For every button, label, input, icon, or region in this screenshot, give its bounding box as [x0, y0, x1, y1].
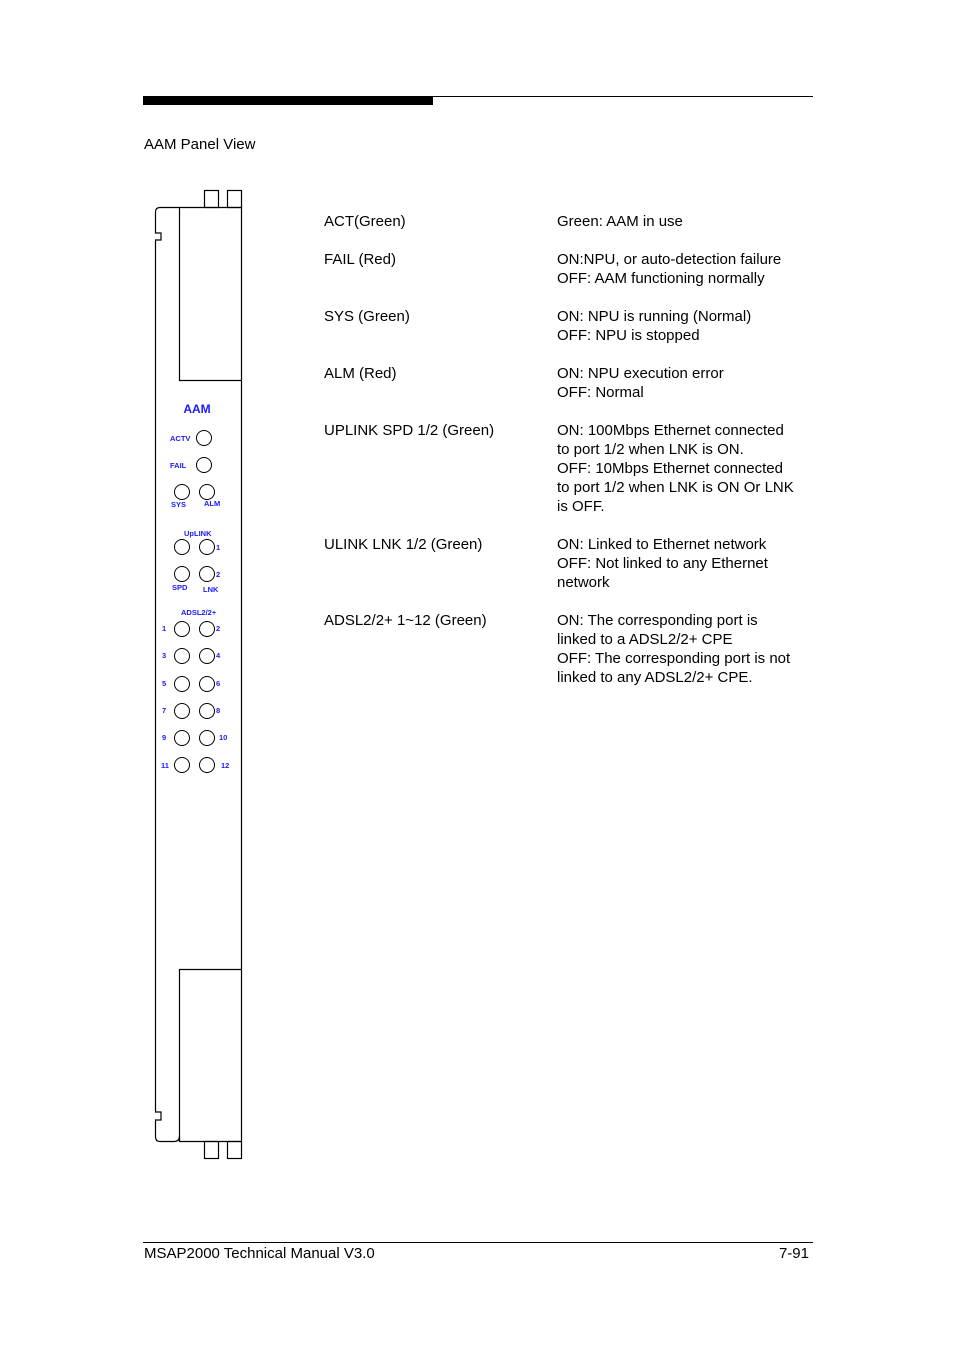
panel-module-label: AAM [183, 402, 211, 416]
port-label: 11 [161, 761, 169, 770]
panel-top-tab-left [205, 191, 219, 208]
led-description [557, 611, 819, 687]
led-row-fail [324, 250, 824, 288]
led-description-table [324, 212, 824, 687]
led-adsl-8 [200, 704, 215, 719]
led-adsl-11 [175, 758, 190, 773]
led-row-adsl [324, 611, 824, 687]
led-adsl-6 [200, 677, 215, 692]
led-row-alm [324, 364, 824, 402]
label-actv: ACTV [170, 434, 191, 443]
desc-line: linked to any ADSL2/2+ CPE. [557, 669, 753, 686]
led-name: SYS (Green) [324, 308, 410, 325]
desc-line: is OFF. [557, 498, 605, 515]
led-row-act [324, 212, 824, 231]
panel-bottom-tab-right [228, 1142, 242, 1159]
led-sys [175, 485, 190, 500]
port-label: 6 [216, 679, 221, 688]
desc-line: to port 1/2 when LNK is ON. [557, 441, 744, 458]
led-adsl-9 [175, 731, 190, 746]
led-adsl-2 [200, 622, 215, 637]
footer-page-number: 7-91 [778, 1245, 809, 1262]
desc-line: ON: NPU execution error [557, 365, 724, 382]
led-description [557, 250, 819, 288]
led-adsl-4 [200, 649, 215, 664]
led-actv [197, 431, 212, 446]
led-adsl-5 [175, 677, 190, 692]
led-uplink-spd-1 [175, 540, 190, 555]
port-label: 12 [221, 761, 230, 770]
led-adsl-12 [200, 758, 215, 773]
led-uplink-spd-2 [175, 567, 190, 582]
desc-line: ON: Linked to Ethernet network [557, 536, 767, 553]
desc-line: OFF: AAM functioning normally [557, 270, 765, 287]
port-label: 9 [162, 733, 167, 742]
led-description [557, 307, 819, 345]
led-name: ACT(Green) [324, 213, 406, 230]
label-fail: FAIL [170, 461, 187, 470]
desc-line: OFF: NPU is stopped [557, 327, 700, 344]
panel-top-tab-right [228, 191, 242, 208]
desc-line: OFF: Normal [557, 384, 644, 401]
led-adsl-3 [175, 649, 190, 664]
desc-line: OFF: The corresponding port is not [557, 650, 791, 667]
header-rule-thin [433, 96, 813, 97]
label-lnk: LNK [203, 585, 219, 594]
led-adsl-1 [175, 622, 190, 637]
led-description [557, 212, 819, 231]
led-name: ULINK LNK 1/2 (Green) [324, 536, 483, 553]
header-rule-thick [143, 96, 433, 105]
label-uplink: UpLINK [184, 529, 212, 538]
label-alm: ALM [204, 499, 221, 508]
led-name: UPLINK SPD 1/2 (Green) [324, 422, 495, 439]
desc-line: OFF: Not linked to any Ethernet [557, 555, 768, 572]
desc-line: ON: NPU is running (Normal) [557, 308, 752, 325]
label-adsl: ADSL2/2+ [181, 608, 217, 617]
led-description [557, 535, 819, 592]
port-label: 10 [219, 733, 228, 742]
led-adsl-10 [200, 731, 215, 746]
section-title: AAM Panel View [144, 136, 256, 153]
port-label: 5 [162, 679, 167, 688]
desc-line: ON: The corresponding port is [557, 612, 758, 629]
panel-lower-handle [180, 970, 242, 1142]
desc-line: ON: 100Mbps Ethernet connected [557, 422, 784, 439]
port-label: 2 [216, 624, 221, 633]
led-row-uplink-spd [324, 421, 824, 516]
panel-faceplate [156, 208, 242, 1142]
led-name: ALM (Red) [324, 365, 397, 382]
led-uplink-lnk-1 [200, 540, 215, 555]
led-row-sys [324, 307, 824, 345]
led-name: FAIL (Red) [324, 251, 396, 268]
led-name: ADSL2/2+ 1~12 (Green) [324, 612, 487, 629]
led-row-ulink-lnk [324, 535, 824, 592]
desc-line: network [557, 574, 610, 591]
led-alm [200, 485, 215, 500]
desc-line: ON:NPU, or auto-detection failure [557, 251, 782, 268]
panel-upper-handle [180, 208, 242, 381]
led-description [557, 421, 819, 516]
port-label: 4 [216, 651, 221, 660]
label-uplink-1: 1 [216, 543, 221, 552]
aam-panel-diagram [150, 185, 250, 1165]
port-label: 1 [162, 624, 167, 633]
led-fail [197, 458, 212, 473]
led-uplink-lnk-2 [200, 567, 215, 582]
port-label: 7 [162, 706, 167, 715]
label-sys: SYS [171, 500, 187, 509]
desc-line: to port 1/2 when LNK is ON Or LNK [557, 479, 794, 496]
label-uplink-2: 2 [216, 570, 221, 579]
desc-line: linked to a ADSL2/2+ CPE [557, 631, 733, 648]
desc-line: OFF: 10Mbps Ethernet connected [557, 460, 783, 477]
footer-manual-title: MSAP2000 Technical Manual V3.0 [144, 1245, 375, 1262]
desc-line: Green: AAM in use [557, 213, 683, 230]
led-description [557, 364, 819, 402]
port-label: 3 [162, 651, 167, 660]
footer-rule [143, 1242, 813, 1243]
label-spd: SPD [172, 583, 188, 592]
led-adsl-7 [175, 704, 190, 719]
port-label: 8 [216, 706, 221, 715]
panel-bottom-tab-left [205, 1142, 219, 1159]
